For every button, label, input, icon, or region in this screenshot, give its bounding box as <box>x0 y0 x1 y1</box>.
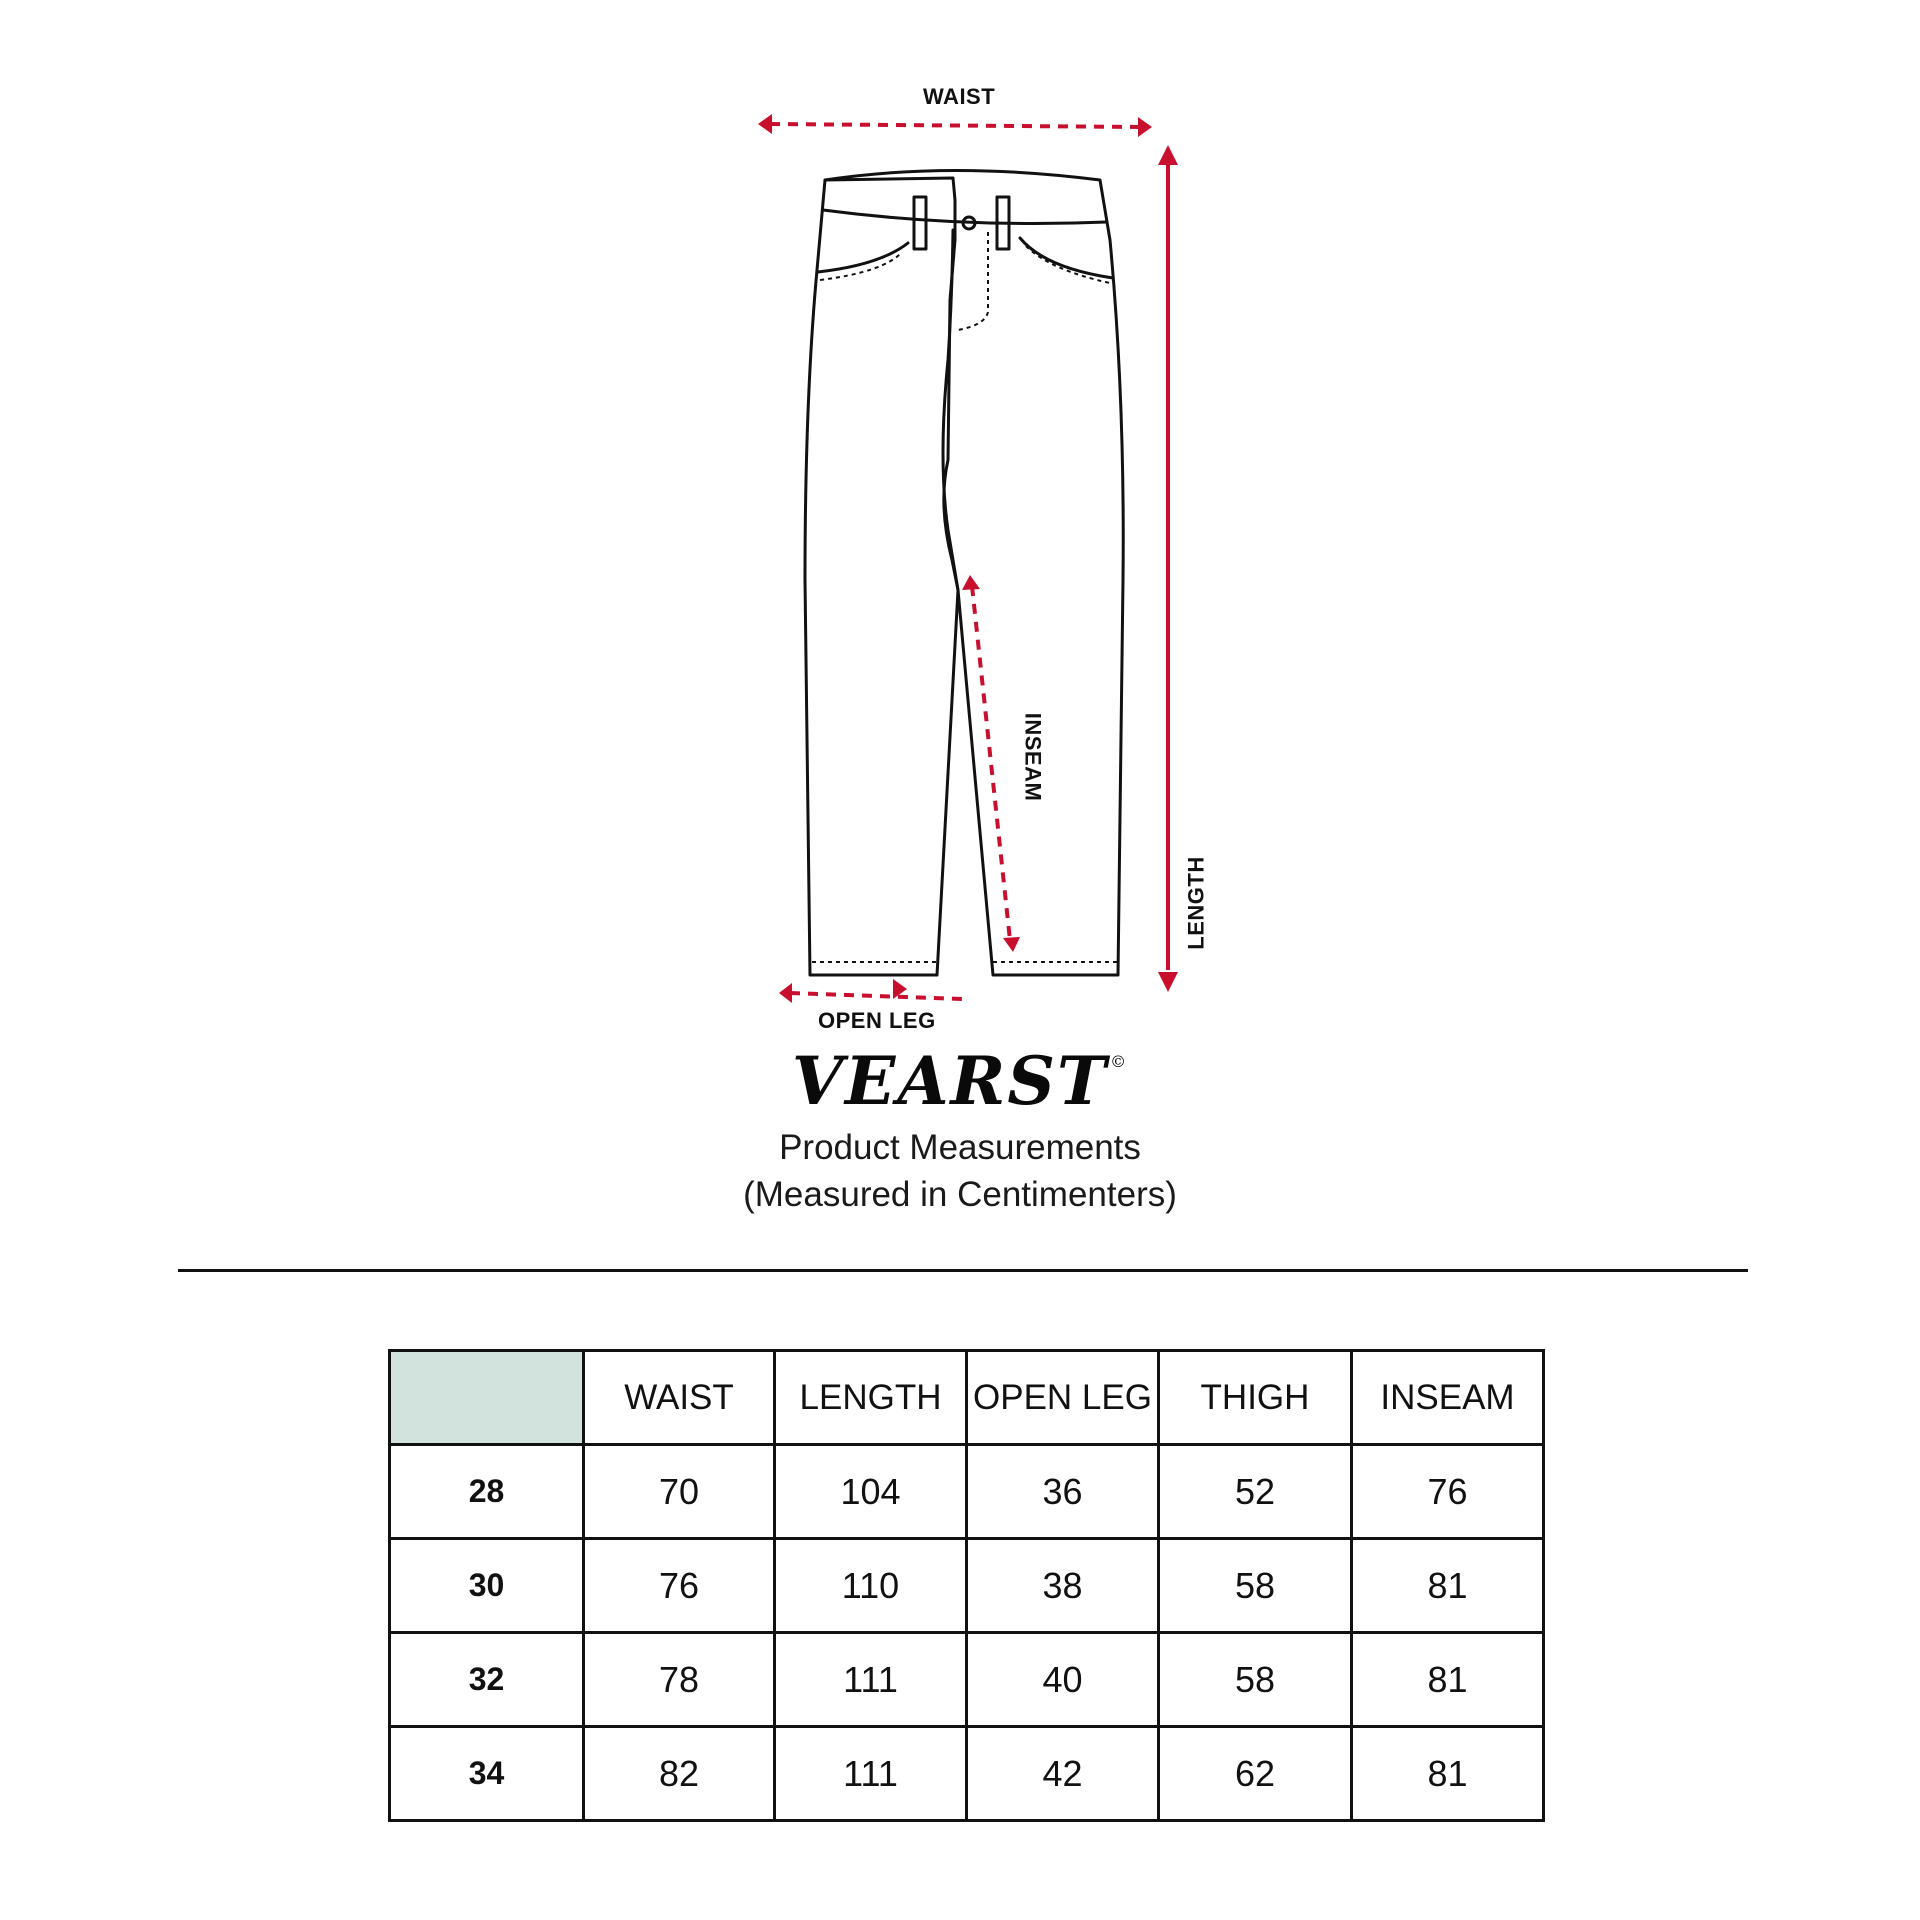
belt-loop-left <box>914 197 926 249</box>
waist-arrow-line <box>770 124 1140 127</box>
column-header: WAIST <box>584 1351 775 1445</box>
open-leg-arrowhead-left <box>779 983 792 1003</box>
right-pocket <box>1020 238 1113 278</box>
table-cell: 42 <box>967 1727 1159 1821</box>
brand-name: VEARST <box>791 1042 1109 1120</box>
table-row <box>390 1539 1544 1633</box>
caption-title: Product Measurements <box>779 1128 1141 1167</box>
table-cell: 110 <box>775 1539 967 1633</box>
column-header: THIGH <box>1159 1351 1352 1445</box>
table-cell: 40 <box>967 1633 1159 1727</box>
table-row <box>390 1727 1544 1821</box>
table-row <box>390 1633 1544 1727</box>
waist-label: WAIST <box>923 84 996 109</box>
column-header: INSEAM <box>1352 1351 1544 1445</box>
table-cell: 62 <box>1159 1727 1352 1821</box>
copyright-mark: © <box>1110 1052 1129 1071</box>
inseam-label: INSEAM <box>1020 712 1046 802</box>
pants-left-leg <box>805 180 958 975</box>
table-cell: 36 <box>967 1445 1159 1539</box>
length-label: LENGTH <box>1183 856 1209 950</box>
pants-outline <box>825 171 1123 976</box>
table-cell: 70 <box>584 1445 775 1539</box>
size-cell: 32 <box>390 1633 584 1727</box>
table-header-row <box>390 1351 1544 1445</box>
size-table <box>388 1349 1545 1822</box>
size-cell: 28 <box>390 1445 584 1539</box>
left-pocket <box>818 243 908 272</box>
brand-logo <box>0 1042 1920 1120</box>
length-arrowhead-top <box>1158 145 1178 165</box>
waist-arrowhead-left <box>758 114 772 134</box>
table-corner-cell <box>390 1351 584 1445</box>
fly-stitch <box>958 232 988 330</box>
inseam-arrow-line <box>972 586 1010 940</box>
table-cell: 78 <box>584 1633 775 1727</box>
column-header: OPEN LEG <box>967 1351 1159 1445</box>
waist-arrowhead-right <box>1138 117 1152 137</box>
inseam-arrowhead-bottom <box>1003 937 1020 952</box>
length-arrowhead-bottom <box>1158 972 1178 992</box>
caption-subtitle: (Measured in Centimenters) <box>743 1175 1177 1214</box>
right-pocket-stitch <box>1026 246 1110 283</box>
section-divider <box>178 1269 1748 1272</box>
table-row <box>390 1445 1544 1539</box>
table-cell: 38 <box>967 1539 1159 1633</box>
table-cell: 76 <box>584 1539 775 1633</box>
left-pocket-stitch <box>820 252 902 280</box>
table-cell: 81 <box>1352 1539 1544 1633</box>
size-cell: 34 <box>390 1727 584 1821</box>
inseam-arrowhead-top <box>962 575 980 590</box>
table-cell: 58 <box>1159 1633 1352 1727</box>
open-leg-label: OPEN LEG <box>818 1008 936 1033</box>
table-cell: 104 <box>775 1445 967 1539</box>
fly-line <box>943 230 958 590</box>
table-cell: 76 <box>1352 1445 1544 1539</box>
table-cell: 52 <box>1159 1445 1352 1539</box>
open-leg-arrow-line <box>790 993 962 999</box>
table-cell: 111 <box>775 1727 967 1821</box>
table-cell: 81 <box>1352 1727 1544 1821</box>
table-cell: 82 <box>584 1727 775 1821</box>
table-cell: 81 <box>1352 1633 1544 1727</box>
size-cell: 30 <box>390 1539 584 1633</box>
table-cell: 111 <box>775 1633 967 1727</box>
column-header: LENGTH <box>775 1351 967 1445</box>
table-cell: 58 <box>1159 1539 1352 1633</box>
